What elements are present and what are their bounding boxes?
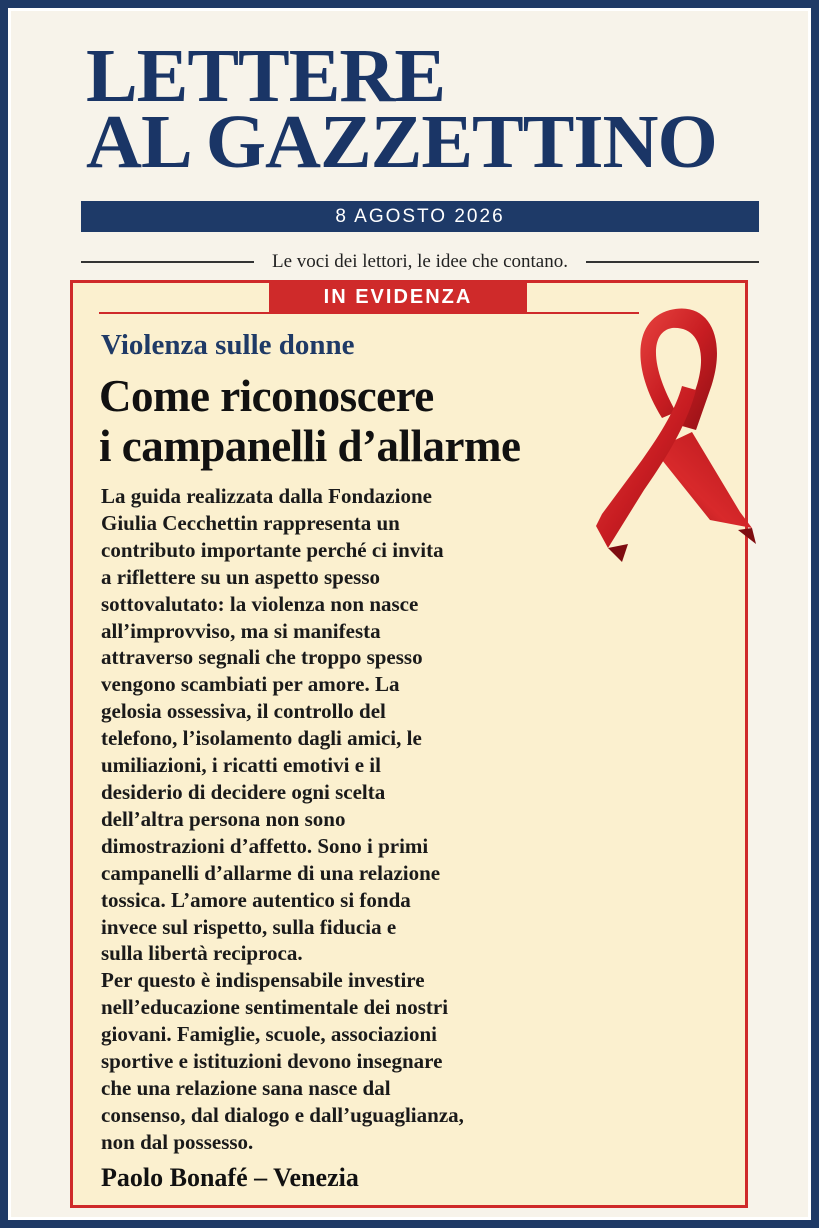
body-line: all’improvviso, ma si manifesta xyxy=(101,618,381,643)
tagline-rule-left xyxy=(81,261,254,263)
body-line: gelosia ossessiva, il controllo del xyxy=(101,699,386,724)
letter-body xyxy=(101,483,601,1156)
body-line: consenso, dal dialogo e dall’uguaglianza, xyxy=(101,1102,464,1127)
letter-kicker: Violenza sulle donne xyxy=(101,329,355,361)
headline-line: Come riconoscere xyxy=(99,371,434,421)
red-ribbon-icon xyxy=(592,300,760,570)
body-line: vengono scambiati per amore. La xyxy=(101,672,400,697)
featured-badge: IN EVIDENZA xyxy=(269,281,527,314)
letter-headline xyxy=(99,371,619,471)
body-line: umiliazioni, i ricatti emotivi e il xyxy=(101,753,381,778)
tagline: Le voci dei lettori, le idee che contano. xyxy=(272,251,568,272)
body-line: invece sul rispetto, sulla fiducia e xyxy=(101,914,397,939)
body-line: campanelli d’allarme di una relazione xyxy=(101,860,441,885)
body-line: telefono, l’isolamento dagli amici, le xyxy=(101,726,422,751)
body-line: giovani. Famiglie, scuole, associazioni xyxy=(101,1022,437,1047)
body-line: non dal possesso. xyxy=(101,1129,254,1154)
body-line: sportive e istituzioni devono insegnare xyxy=(101,1049,443,1074)
body-line: Giulia Cecchettin rappresenta un xyxy=(101,510,400,535)
tagline-row xyxy=(81,247,759,277)
body-line: nell’educazione sentimentale dei nostri xyxy=(101,995,449,1020)
letter-signature: Paolo Bonafé – Venezia xyxy=(101,1163,359,1192)
date-bar: 8 AGOSTO 2026 xyxy=(81,201,759,232)
body-line: sottovalutato: la violenza non nasce xyxy=(101,591,419,616)
body-line: La guida realizzata dalla Fondazione xyxy=(101,484,432,508)
body-line: dell’altra persona non sono xyxy=(101,806,346,831)
body-line: che una relazione sana nasce dal xyxy=(101,1075,391,1100)
body-line: dimostrazioni d’affetto. Sono i primi xyxy=(101,833,429,858)
tagline-rule-right xyxy=(586,261,759,263)
body-line: Per questo è indispensabile investire xyxy=(101,968,425,993)
body-line: attraverso segnali che troppo spesso xyxy=(101,645,423,670)
masthead xyxy=(86,34,780,184)
body-line: sulla libertà reciproca. xyxy=(101,941,303,966)
masthead-line-1: LETTERE xyxy=(86,34,446,118)
body-line: a riflettere su un aspetto spesso xyxy=(101,564,381,589)
body-line: desiderio di decidere ogni scelta xyxy=(101,779,386,804)
body-line: tossica. L’amore autentico si fonda xyxy=(101,887,411,912)
headline-line: i campanelli d’allarme xyxy=(99,421,521,471)
body-line: contributo importante perché ci invita xyxy=(101,537,444,562)
masthead-line-2: AL GAZZETTINO xyxy=(86,100,717,184)
